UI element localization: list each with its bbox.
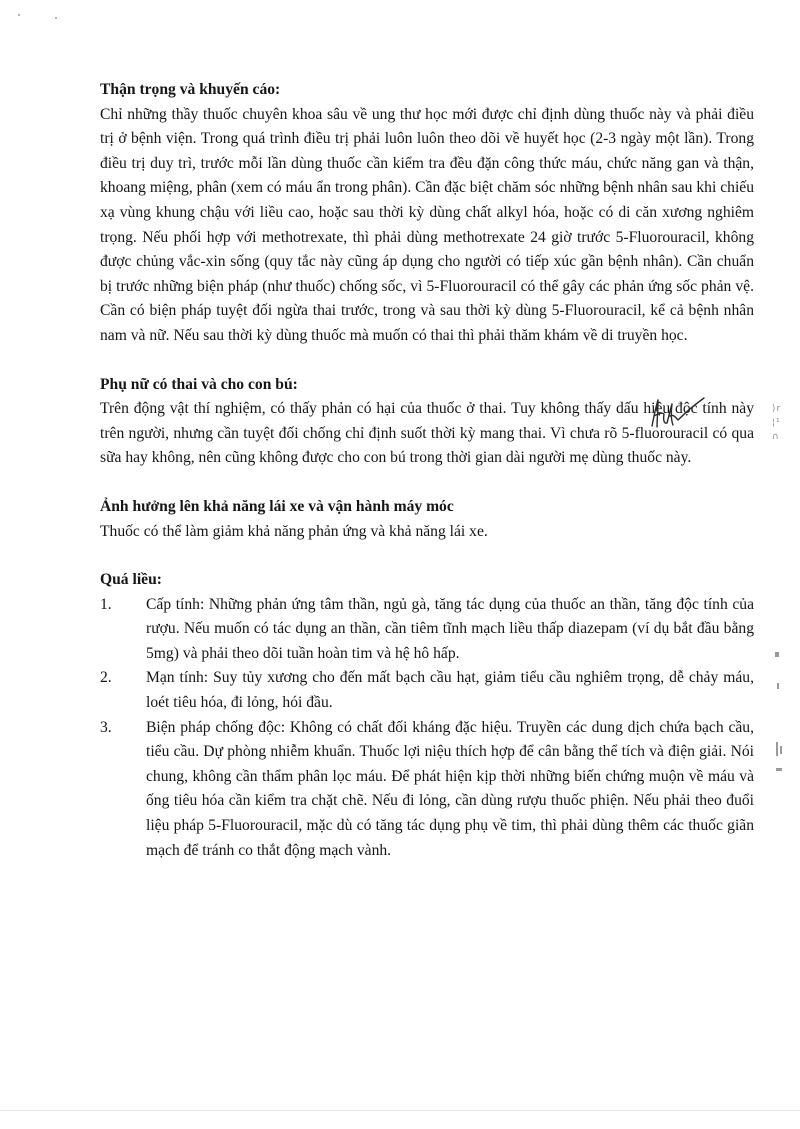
list-item-text: Mạn tính: Suy tủy xương cho đến mất bạch cầu hạt, giảm tiểu cầu nghiêm trọng, dễ chảy máu, loét tiêu hóa, đi lỏng, hói đầu. — [146, 669, 754, 712]
list-item-number: 3. — [100, 718, 112, 736]
list-item — [100, 716, 754, 864]
list-item-text: Cấp tính: Những phản ứng tâm thần, ngủ gà, tăng tác dụng của thuốc an thần, tăng độc tính của rượu. Nếu muốn có tác dụng an thần, cần tiêm tĩnh mạch liều thấp diazepam (ví dụ bắt đầu bằng 5mg) và phải theo dõi tuần hoàn tim và hệ hô hấp. — [146, 595, 754, 662]
scan-speck — [18, 14, 20, 16]
scan-speck — [776, 742, 778, 756]
driving-body: Thuốc có thể làm giảm khả năng phản ứng và khả năng lái xe. — [100, 522, 488, 540]
margin-artifact: ⟩r ¦¹ ∩ — [772, 404, 782, 442]
caution-section — [100, 78, 754, 349]
scan-speck — [780, 746, 782, 754]
handwritten-initials-icon — [648, 394, 708, 430]
driving-heading: Ảnh hưởng lên khả năng lái xe và vận hành máy móc — [100, 497, 454, 515]
list-item-text: Biện pháp chống độc: Không có chất đối kháng đặc hiệu. Truyền các dung dịch chứa bạch cầu, tiểu cầu. Dự phòng nhiễm khuẩn. Thuốc lợi niệu thích hợp để cân bằng thể tích và điện giải. Nói chung, không cần thẩm phân lọc máu. Để phát hiện kịp thời những biến chứng muộn về máu và ống tiêu hóa cần kiểm tra chặt chẽ. Nếu đi lỏng, cần dùng rượu thuốc phiện. Nếu phải theo đuổi liệu pháp 5-Fluorouracil, mặc dù có tăng tác dụng phụ về tim, thì phải dùng thêm các thuốc giãn mạch để tránh co thắt động mạch vành. — [146, 718, 754, 859]
scan-speck — [775, 652, 779, 657]
scan-speck — [55, 17, 57, 19]
overdose-heading: Quá liều: — [100, 571, 162, 589]
pregnancy-heading: Phụ nữ có thai và cho con bú: — [100, 375, 298, 393]
list-item-number: 2. — [100, 669, 112, 687]
caution-heading: Thận trọng và khuyến cáo: — [100, 81, 281, 98]
overdose-section — [100, 568, 754, 863]
driving-section — [100, 495, 754, 544]
list-item — [100, 666, 754, 715]
caution-body: Chỉ những thầy thuốc chuyên khoa sâu về ung thư học mới được chỉ định dùng thuốc này và phải điều trị ở bệnh viện. Trong quá trình điều trị phải luôn luôn theo dõi về huyết học (2-3 ngày một lần). Trong điều trị duy trì, trước mỗi lần dùng thuốc cần kiểm tra đều đặn công thức máu, chức năng gan và thận, khoang miệng, phân (xem có máu ẩn trong phân). Cần đặc biệt chăm sóc những bệnh nhân sau khi chiếu xạ vùng khung chậu với liều cao, hoặc sau thời kỳ dùng chất alkyl hóa, hoặc có di căn xương nghiêm trọng. Nếu phối hợp với methotrexate, thì phải dùng methotrexate 24 giờ trước 5-Fluorouracil, không được chủng vắc-xin sống (quy tắc này cũng áp dụng cho người có tiếp xúc gần bệnh nhân). Cần chuẩn bị trước những biện pháp (như thuốc) chống sốc, vì 5-Fluorouracil có thể gây các phản ứng sốc phản vệ. Cần có biện pháp tuyệt đối ngừa thai trước, trong và sau thời kỳ dùng 5-Fluorouracil, kể cả bệnh nhân nam và nữ. Nếu sau thời kỳ dùng thuốc mà muốn có thai thì phải thăm khám về di truyền học. — [100, 105, 754, 344]
scan-speck — [777, 683, 779, 689]
list-item-number: 1. — [100, 595, 112, 613]
overdose-list — [100, 593, 754, 864]
document-page — [100, 78, 754, 863]
pregnancy-body: Trên động vật thí nghiệm, có thấy phản có hại của thuốc ở thai. Tuy không thấy dấu hiệu độc tính này trên người, nhưng cần tuyệt đối chống chỉ định suốt thời kỳ mang thai. Vì chưa rõ 5-fluorouracil có qua sữa hay không, nên cũng không được cho con bú trong thời gian dài người mẹ dùng thuốc này. — [100, 400, 754, 467]
scan-speck — [776, 768, 782, 771]
list-item — [100, 593, 754, 667]
page-edge-line — [0, 1110, 800, 1111]
